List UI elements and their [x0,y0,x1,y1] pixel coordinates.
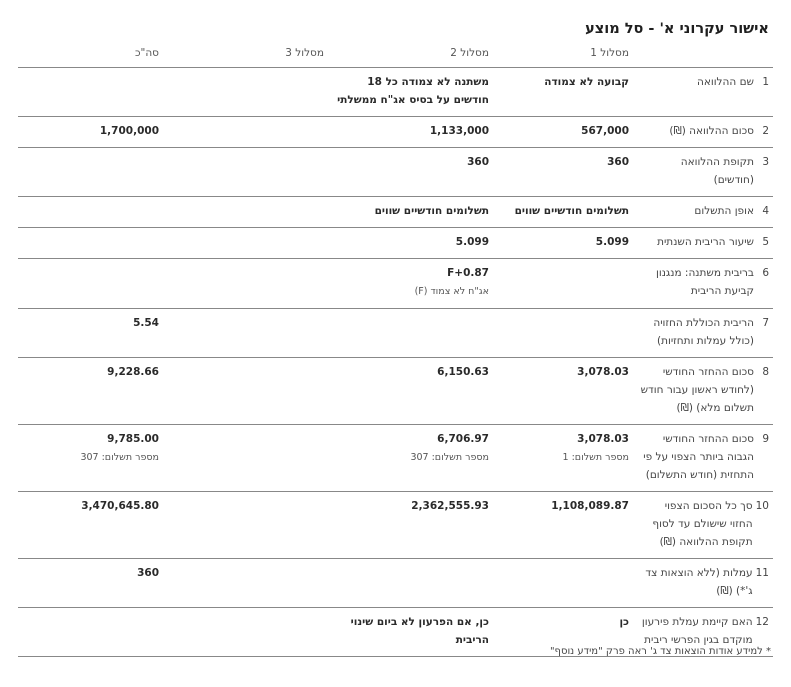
cell-path-3 [163,358,328,425]
row-label-text: עמלות (ללא הוצאות צד ג'*) (₪) [645,567,753,597]
table-row [18,228,773,259]
cell-value: 9,228.66 [107,366,159,378]
table-row [18,358,773,425]
row-label [633,148,773,197]
header-path-3: מסלול 3 [163,42,328,68]
row-label [633,228,773,259]
row-number: 11 [755,567,769,579]
cell-path-1 [493,228,633,259]
row-label-text: האם קיימת עמלת פירעון מוקדם בגין הפרשי ריבית [641,616,753,646]
cell-path-3 [163,68,328,117]
cell-value: 2,362,555.93 [411,500,489,512]
table-row [18,559,773,608]
row-label-text: שיעור הריבית השנתית [657,236,754,248]
row-label [633,259,773,309]
row-label [633,559,773,608]
cell-path-2 [328,309,493,358]
row-number: 10 [755,500,769,512]
row-label-text: שם ההלוואה [696,76,754,88]
row-label [633,68,773,117]
table-header-row [18,42,773,68]
table-row [18,148,773,197]
cell-value: F+0.87 [447,267,489,279]
cell-path-1 [493,559,633,608]
cell-value: 1,700,000 [99,125,159,137]
cell-path-2 [328,68,493,117]
cell-path-2 [328,559,493,608]
table-row [18,197,773,228]
cell-path-2 [328,259,493,309]
row-label [633,358,773,425]
cell-path-1 [493,492,633,559]
row-label-text: סכום ההלוואה (₪) [669,125,754,137]
table-row [18,425,773,492]
cell-path-2 [328,117,493,148]
row-number: 12 [755,616,769,628]
row-number: 3 [762,156,769,168]
cell-total [18,608,163,657]
cell-value: 1,108,089.87 [551,500,629,512]
cell-total [18,228,163,259]
cell-path-3 [163,559,328,608]
cell-total [18,492,163,559]
row-label-text: אופן התשלום [694,205,754,217]
row-label [633,197,773,228]
table-row [18,309,773,358]
cell-value: 3,078.03 [577,366,629,378]
row-number: 6 [762,267,769,279]
table-row [18,68,773,117]
cell-path-3 [163,309,328,358]
cell-total [18,68,163,117]
row-number: 1 [762,76,769,88]
row-label [633,425,773,492]
cell-value: 3,078.03 [577,433,629,445]
cell-path-1 [493,197,633,228]
cell-value: 5.099 [455,236,489,248]
cell-path-2 [328,197,493,228]
cell-path-2 [328,425,493,492]
cell-total [18,358,163,425]
row-label [633,309,773,358]
cell-subtext: אג"ח לא צמוד (F) [414,286,489,297]
cell-value: 360 [137,567,159,579]
row-label [633,117,773,148]
cell-path-1 [493,68,633,117]
cell-total [18,559,163,608]
cell-value: 360 [467,156,489,168]
footnote: * למידע אודות הוצאות צד ג' ראה פרק "מידע נוסף" [549,646,771,657]
cell-path-1 [493,309,633,358]
loan-offer-table [18,42,773,657]
cell-total [18,259,163,309]
cell-path-2 [328,492,493,559]
row-number: 5 [762,236,769,248]
row-label-text: סכום ההחזר החודשי הגבוה ביותר הצפוי על פי התחזית (חודש התשלום) [643,433,754,481]
cell-path-1 [493,259,633,309]
cell-total [18,425,163,492]
cell-value: 360 [607,156,629,168]
cell-path-3 [163,259,328,309]
cell-path-2 [328,148,493,197]
row-label [633,492,773,559]
row-number: 4 [762,205,769,217]
row-number: 2 [762,125,769,137]
table-row [18,492,773,559]
cell-path-1 [493,148,633,197]
cell-path-3 [163,148,328,197]
cell-path-1 [493,425,633,492]
header-path-1: מסלול 1 [493,42,633,68]
cell-total [18,148,163,197]
cell-total [18,117,163,148]
cell-value: 3,470,645.80 [81,500,159,512]
table-row [18,259,773,309]
cell-value: 9,785.00 [107,433,159,445]
header-path-2: מסלול 2 [328,42,493,68]
row-label-text: תקופת ההלוואה (חודשים) [680,156,754,186]
cell-value: 6,150.63 [437,366,489,378]
cell-value: 5.099 [595,236,629,248]
header-label-column [633,42,773,68]
cell-value: 567,000 [581,125,629,137]
row-label-text: סכום ההחזר החודשי (לחודש ראשון עבור חודש תשלום מלא) (₪) [640,366,754,414]
cell-subtext: מספר תשלום: 307 [410,452,489,463]
row-number: 7 [762,317,769,329]
row-number: 8 [762,366,769,378]
cell-value: כן [619,616,629,628]
header-total: סה"כ [18,42,163,68]
cell-total [18,309,163,358]
cell-value: 1,133,000 [429,125,489,137]
cell-path-2 [328,608,493,657]
page-title: אישור עקרוני א' - סל מוצע [585,21,769,37]
cell-path-1 [493,117,633,148]
cell-value: 5.54 [133,317,159,329]
cell-path-3 [163,117,328,148]
cell-path-2 [328,228,493,259]
row-label-text: סך כל הסכום הצפוי החזוי שישולם עד לסוף תקופת ההלוואה (₪) [652,500,753,548]
cell-path-3 [163,608,328,657]
cell-total [18,197,163,228]
cell-subtext: מספר תשלום: 307 [80,452,159,463]
table-row [18,117,773,148]
row-number: 9 [762,433,769,445]
cell-path-3 [163,228,328,259]
cell-path-3 [163,425,328,492]
cell-value: תשלומים חודשיים שווים [374,205,489,217]
cell-value: כן, אם הפרעון לא ביום שינוי הריבית [350,616,489,646]
cell-subtext: מספר תשלום: 1 [562,452,629,463]
cell-value: משתנה לא צמודה כל 18 חודשים על בסיס אג"ח ממשלתי [337,76,489,106]
cell-path-3 [163,197,328,228]
row-label-text: בריבית משתנה: מנגנון קביעת הריבית [655,267,754,297]
cell-path-2 [328,358,493,425]
cell-value: קבועה לא צמודה [544,76,629,88]
cell-path-3 [163,492,328,559]
row-label-text: הריבית הכוללת החזויה (כולל עמלות ותחזיות) [653,317,754,347]
cell-value: 6,706.97 [437,433,489,445]
cell-path-1 [493,358,633,425]
cell-value: תשלומים חודשיים שווים [514,205,629,217]
